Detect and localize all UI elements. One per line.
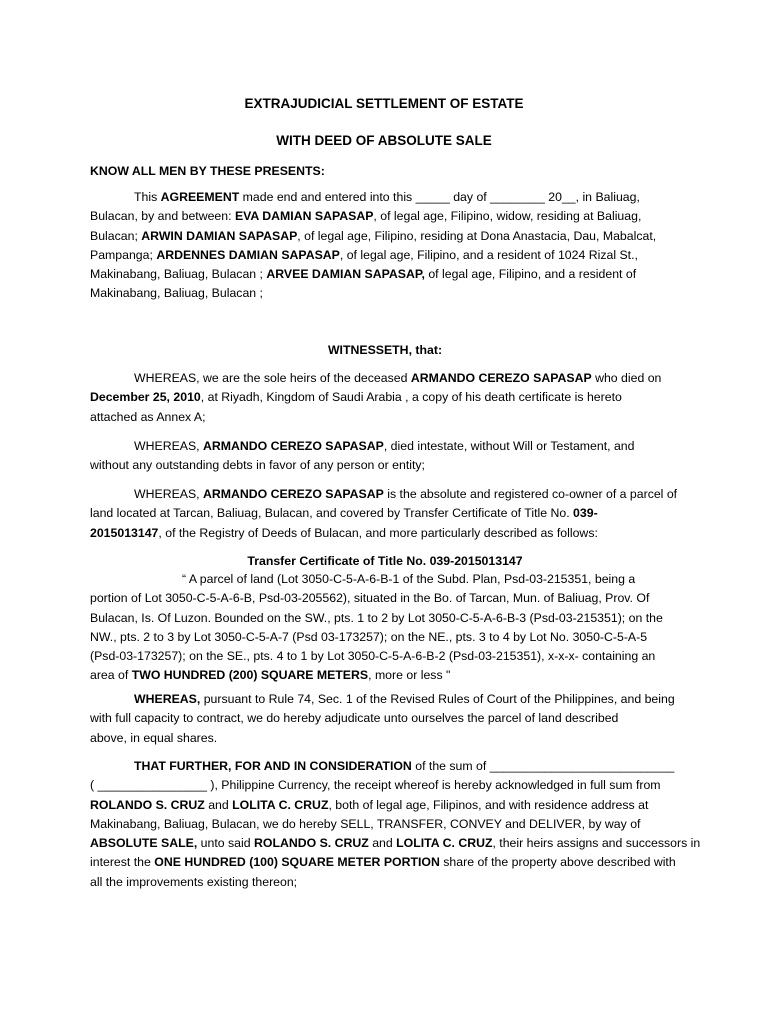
text-run: unto said bbox=[197, 836, 255, 851]
text-run: WHEREAS, bbox=[134, 439, 204, 453]
bold-text-run: EVA DAMIAN SAPASAP bbox=[234, 209, 374, 224]
text-run: interest the bbox=[90, 855, 155, 870]
text-line bbox=[90, 408, 680, 427]
bold-text-run: LOLITA C. CRUZ bbox=[396, 836, 493, 851]
text-run: made end and entered into this _____ day of ________ 20__, in Baliuag, bbox=[239, 190, 640, 204]
text-run: and bbox=[368, 836, 397, 851]
sale-consideration-paragraph bbox=[90, 757, 701, 892]
text-line bbox=[90, 666, 680, 685]
know-all-men-heading: KNOW ALL MEN BY THESE PRESENTS: bbox=[90, 164, 325, 178]
text-line bbox=[90, 647, 680, 666]
text-run: (Psd-03-173257); on the SE., pts. 4 to 1 by Lot 3050-C-5-A-6-B-2 (Psd-03-215351), x-x-x- containing an bbox=[90, 649, 656, 664]
text-run: Bulacan, by and between: bbox=[90, 209, 235, 224]
text-run: , their heirs assigns and successors in bbox=[492, 836, 701, 851]
bold-text-run: ROLANDO S. CRUZ bbox=[90, 797, 205, 812]
text-run: above, in equal shares. bbox=[90, 730, 218, 745]
text-line bbox=[90, 815, 680, 834]
text-run: WHEREAS, bbox=[134, 487, 204, 501]
bold-text-run: 039- bbox=[573, 506, 598, 521]
bold-text-run: ROLANDO S. CRUZ bbox=[254, 836, 369, 851]
text-run: who died on bbox=[591, 371, 662, 385]
text-run: and bbox=[204, 797, 233, 812]
bold-text-run: ABSOLUTE SALE, bbox=[90, 836, 198, 851]
text-line bbox=[90, 709, 680, 728]
text-line bbox=[90, 853, 680, 872]
bold-text-run: ARDENNES DAMIAN SAPASAP bbox=[156, 247, 340, 262]
text-line bbox=[90, 456, 680, 475]
agreement-paragraph bbox=[90, 188, 680, 304]
text-line bbox=[90, 757, 680, 776]
text-run: , of legal age, Filipino, and a resident of 1024 Rizal St., bbox=[339, 247, 638, 262]
text-run: Bulacan; bbox=[90, 228, 142, 243]
text-line bbox=[90, 246, 680, 265]
bold-text-run: ARVEE DAMIAN SAPASAP, bbox=[266, 267, 425, 282]
text-run: Pampanga; bbox=[90, 247, 157, 262]
document-subtitle: WITH DEED OF ABSOLUTE SALE bbox=[276, 133, 492, 148]
whereas-heirs-paragraph bbox=[90, 369, 680, 427]
text-line bbox=[90, 834, 701, 853]
bold-text-run: WHEREAS, bbox=[134, 692, 201, 706]
text-run: ( ________________ ), Philippine Currency, the receipt whereof is hereby acknowledged in full sum from bbox=[90, 778, 661, 793]
bold-text-run: AGREEMENT bbox=[160, 190, 240, 204]
text-line bbox=[90, 589, 680, 608]
whereas-owner-paragraph bbox=[90, 485, 680, 543]
text-line bbox=[90, 776, 680, 795]
text-line bbox=[90, 207, 680, 226]
whereas-adjudicate-paragraph bbox=[90, 690, 680, 748]
text-run: , of legal age, Filipino, residing at Dona Anastacia, Dau, Mabalcat, bbox=[297, 228, 657, 243]
land-description-paragraph bbox=[90, 570, 680, 686]
text-run: with full capacity to contract, we do hereby adjudicate unto ourselves the parcel of land described bbox=[90, 711, 619, 726]
text-line bbox=[90, 524, 680, 543]
text-run: , of legal age, Filipino, widow, residing at Baliuag, bbox=[373, 209, 642, 224]
bold-text-run: ARMANDO CEREZO SAPASAP bbox=[203, 487, 384, 501]
text-line bbox=[90, 369, 680, 388]
text-run: land located at Tarcan, Baliuag, Bulacan, and covered by Transfer Certificate of Title No. bbox=[90, 506, 574, 521]
text-line bbox=[90, 437, 680, 456]
bold-text-run: ARWIN DAMIAN SAPASAP bbox=[141, 228, 298, 243]
text-run: , at Riyadh, Kingdom of Saudi Arabia , a copy of his death certificate is hereto bbox=[200, 390, 622, 405]
text-line bbox=[90, 609, 680, 628]
text-run: without any outstanding debts in favor of any person or entity; bbox=[90, 458, 425, 473]
text-run: of the sum of ___________________________ bbox=[411, 759, 675, 773]
text-run: , both of legal age, Filipinos, and with residence address at bbox=[328, 797, 649, 812]
text-run: all the improvements existing thereon; bbox=[90, 874, 298, 889]
text-run: Makinabang, Baliuag, Bulacan ; bbox=[90, 267, 267, 282]
tct-heading: Transfer Certificate of Title No. 039-2015013147 bbox=[247, 554, 523, 568]
text-line bbox=[90, 388, 680, 407]
text-run: “ A parcel of land (Lot 3050-C-5-A-6-B-1 of the Subd. Plan, Psd-03-215351, being a bbox=[182, 572, 636, 586]
bold-text-run: LOLITA C. CRUZ bbox=[232, 797, 329, 812]
bold-text-run: THAT FURTHER, FOR AND IN CONSIDERATION bbox=[134, 759, 412, 773]
whereas-intestate-paragraph bbox=[90, 437, 680, 476]
text-run: Bulacan, Is. Of Luzon. Bounded on the SW., pts. 1 to 2 by Lot 3050-C-5-A-6-B-3 (Psd-03-215351); on the bbox=[90, 610, 663, 625]
text-line bbox=[90, 796, 680, 815]
text-run: portion of Lot 3050-C-5-A-6-B, Psd-03-205562), situated in the Bo. of Tarcan, Mun. of Baliuag, Prov. Of bbox=[90, 591, 650, 606]
text-run: pursuant to Rule 74, Sec. 1 of the Revised Rules of Court of the Philippines, and being bbox=[200, 692, 675, 706]
text-run: WHEREAS, we are the sole heirs of the deceased bbox=[134, 371, 411, 385]
text-line bbox=[90, 690, 680, 709]
text-run: share of the property above described with bbox=[439, 855, 676, 870]
text-line bbox=[90, 729, 680, 748]
text-line bbox=[90, 485, 680, 504]
text-run: , of the Registry of Deeds of Bulacan, and more particularly described as follows: bbox=[158, 525, 598, 540]
bold-text-run: 2015013147 bbox=[90, 525, 159, 540]
bold-text-run: December 25, 2010 bbox=[90, 390, 201, 405]
text-run: NW., pts. 2 to 3 by Lot 3050-C-5-A-7 (Psd 03-173257); on the NE., pts. 3 to 4 by Lot No. 3050-C-5-A-5 bbox=[90, 629, 648, 644]
text-run: This bbox=[134, 190, 161, 204]
text-run: is the absolute and registered co-owner of a parcel of bbox=[383, 487, 678, 501]
text-line bbox=[90, 628, 680, 647]
text-line bbox=[90, 284, 680, 303]
text-line bbox=[90, 188, 680, 207]
witnesseth-heading: WITNESSETH, that: bbox=[327, 343, 443, 357]
text-run: of legal age, Filipino, and a resident of bbox=[424, 267, 637, 282]
document-title: EXTRAJUDICIAL SETTLEMENT OF ESTATE bbox=[244, 96, 524, 111]
bold-text-run: ARMANDO CEREZO SAPASAP bbox=[203, 439, 384, 453]
text-run: attached as Annex A; bbox=[90, 409, 206, 424]
bold-text-run: ONE HUNDRED (100) SQUARE METER PORTION bbox=[154, 855, 440, 870]
text-run: , more or less " bbox=[368, 668, 451, 683]
text-run: area of bbox=[90, 668, 132, 683]
bold-text-run: ARMANDO CEREZO SAPASAP bbox=[410, 371, 592, 385]
text-line bbox=[90, 570, 680, 589]
bold-text-run: TWO HUNDRED (200) SQUARE METERS bbox=[131, 668, 369, 683]
text-line bbox=[90, 504, 680, 523]
text-run: Makinabang, Baliuag, Bulacan ; bbox=[90, 286, 263, 301]
text-run: Makinabang, Baliuag, Bulacan, we do hereby SELL, TRANSFER, CONVEY and DELIVER, by way of bbox=[90, 816, 641, 831]
text-line bbox=[90, 265, 680, 284]
text-line bbox=[90, 227, 680, 246]
text-line bbox=[90, 873, 680, 892]
text-run: , died intestate, without Will or Testament, and bbox=[383, 439, 635, 453]
